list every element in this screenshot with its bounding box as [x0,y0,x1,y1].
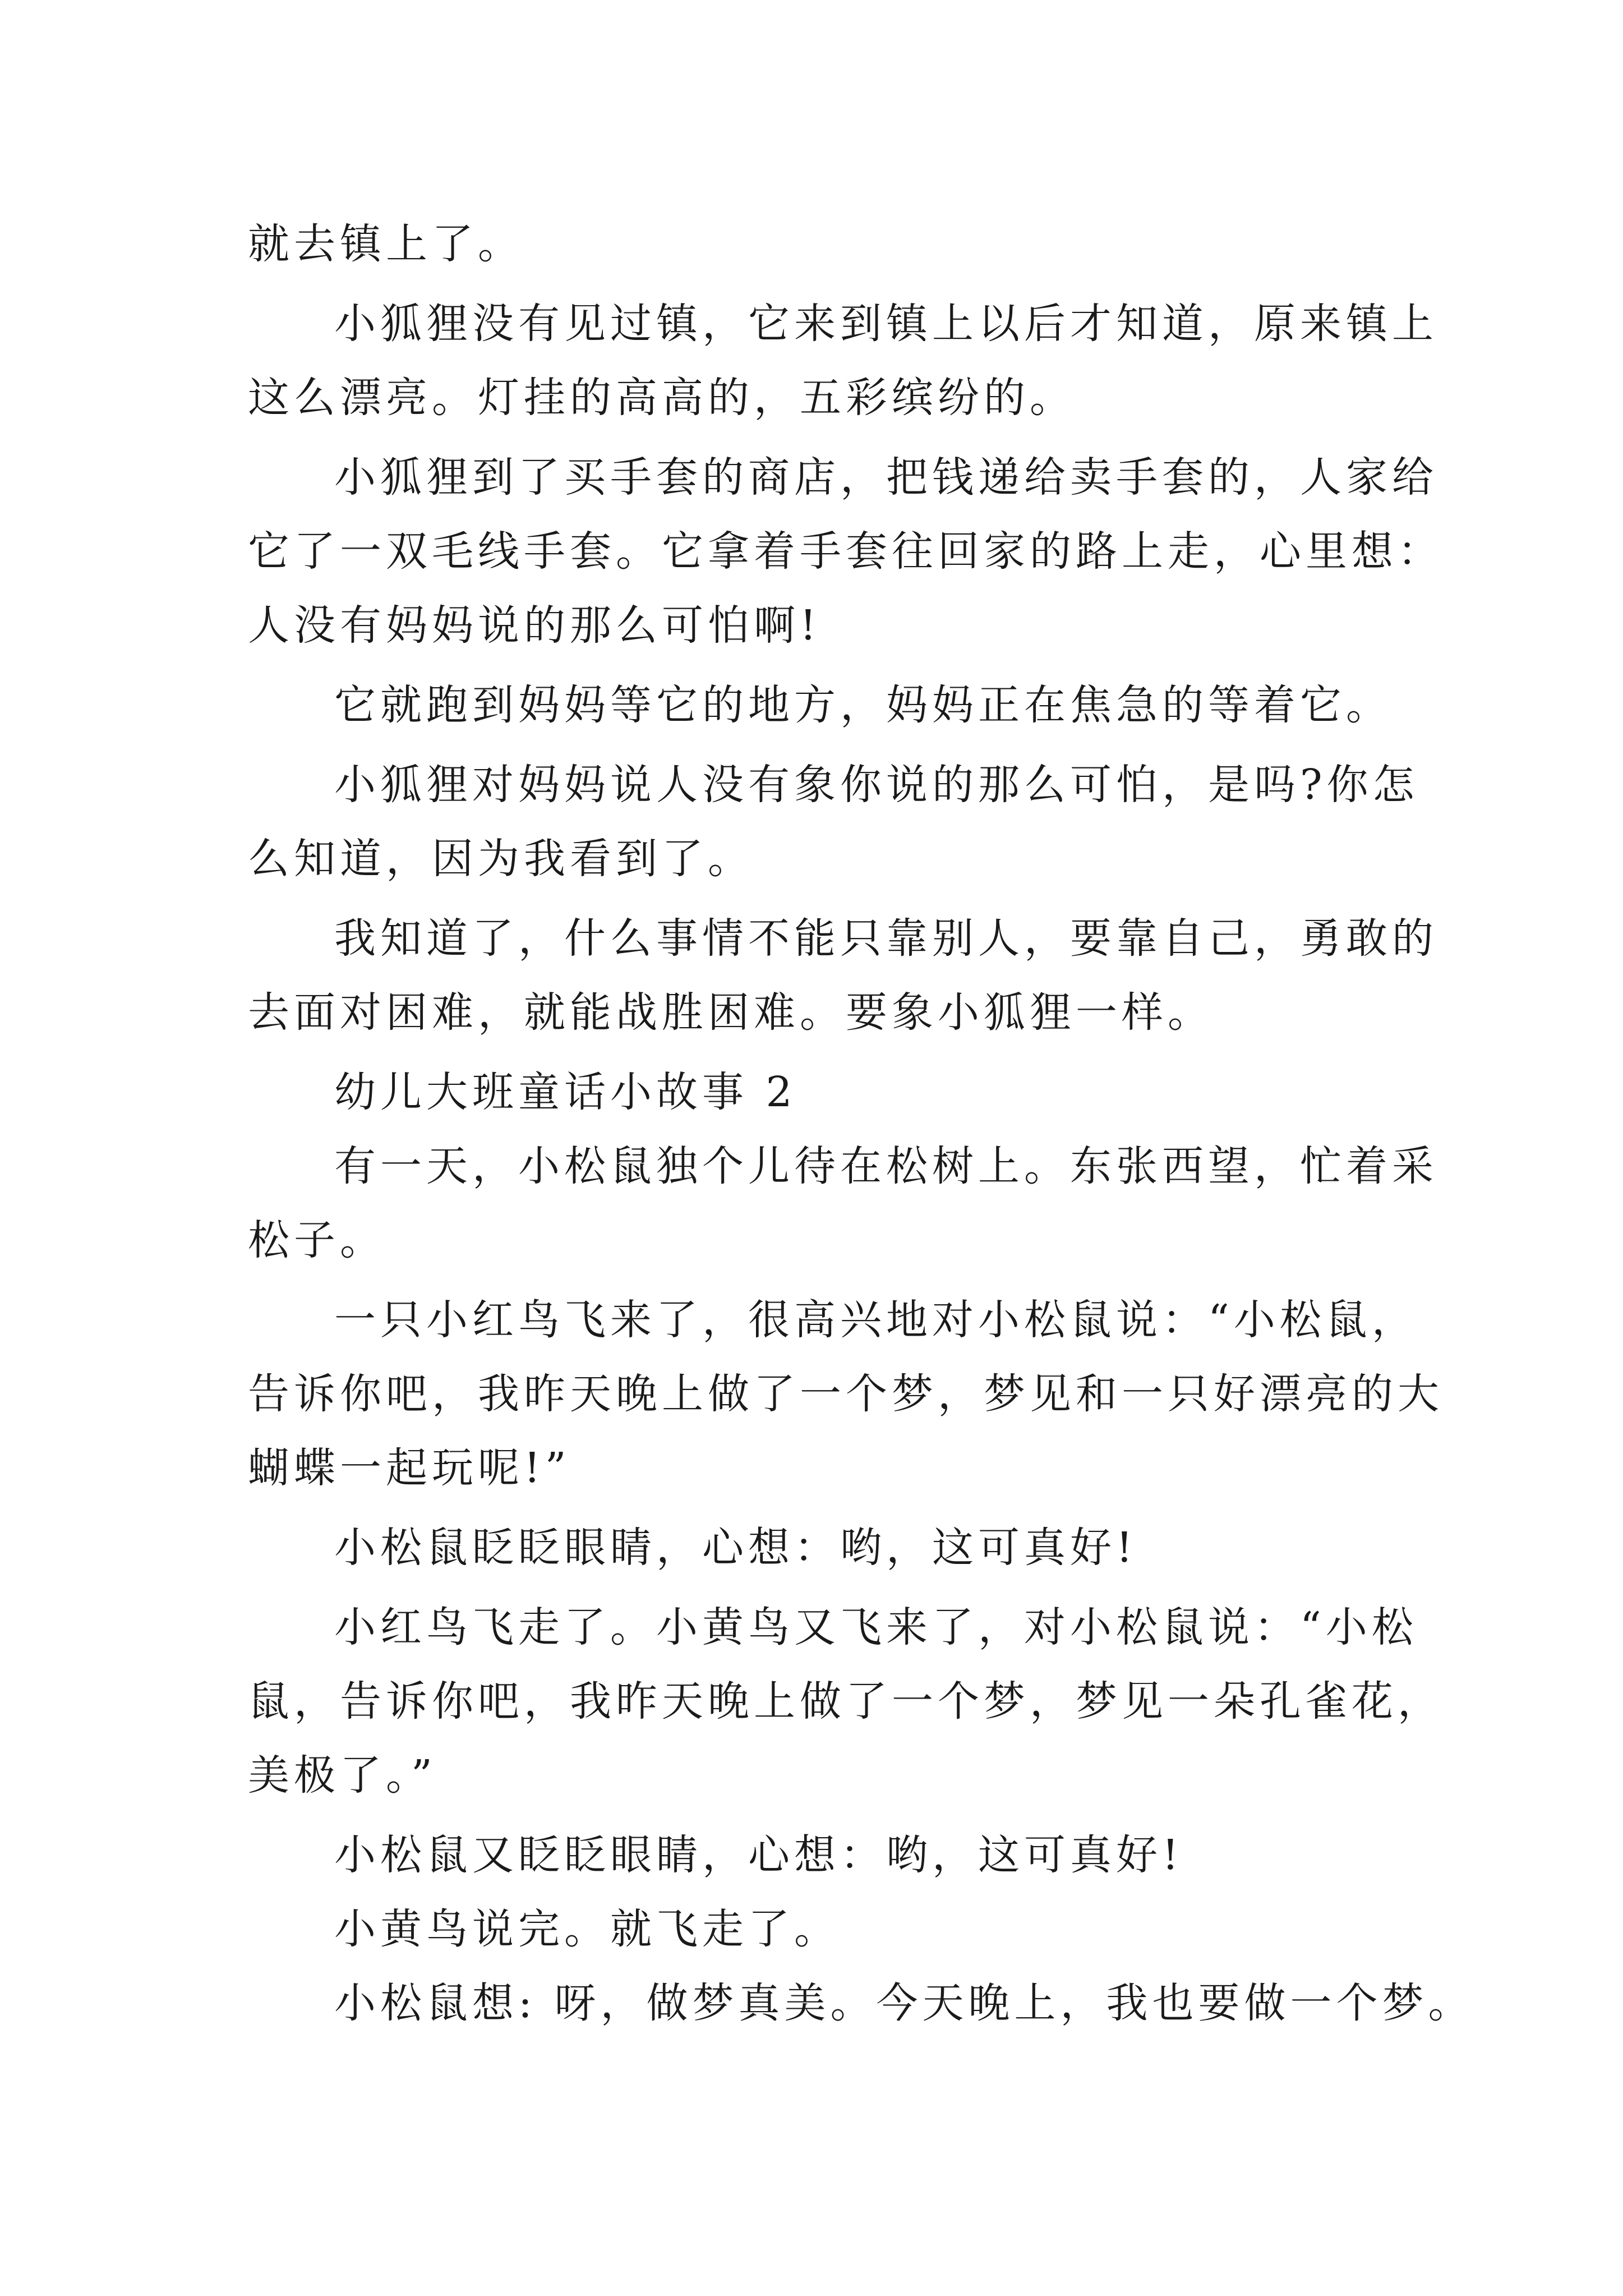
text-line: 这么漂亮。灯挂的高高的，五彩缤纷的。 [248,374,1076,422]
text-line: 美极了。” [248,1751,437,1800]
text-line: 么知道，因为我看到了。 [248,835,754,883]
paragraph-line: 我知道了，什么事情不能只靠别人，要靠自己，勇敢的 [334,914,1438,963]
paragraph-line: 小松鼠又眨眨眼睛，心想：哟，这可真好! [334,1831,1183,1879]
text-line: 松子。 [248,1216,386,1264]
paragraph-line: 小黄鸟说完。就飞走了。 [334,1905,840,1953]
paragraph-line: 小松鼠想: 呀，做梦真美。今天晚上，我也要做一个梦。 [334,1979,1474,2027]
text-line: 去面对困难，就能战胜困难。要象小狐狸一样。 [248,988,1214,1037]
text-line: 人没有妈妈说的那么可怕啊! [248,601,821,650]
paragraph-line: 一只小红鸟飞来了，很高兴地对小松鼠说：“小松鼠， [334,1296,1418,1344]
text-line: 它了一双毛线手套。它拿着手套往回家的路上走，心里想： [248,527,1444,576]
paragraph-line: 小松鼠眨眨眼睛，心想：哟，这可真好! [334,1524,1137,1572]
text-line: 鼠，告诉你吧，我昨天晚上做了一个梦，梦见一朵孔雀花， [248,1677,1444,1726]
paragraph-line: 小红鸟飞走了。小黄鸟又飞来了，对小松鼠说：“小松 [334,1603,1418,1651]
section-heading: 幼儿大班童话小故事 2 [334,1068,797,1116]
text-line: 就去镇上了。 [248,220,524,268]
paragraph-line: 小狐狸对妈妈说人没有象你说的那么可怕，是吗?你怎 [334,761,1419,809]
paragraph-line: 小狐狸到了买手套的商店，把钱递给卖手套的，人家给 [334,453,1438,501]
paragraph-line: 它就跑到妈妈等它的地方，妈妈正在焦急的等着它。 [334,681,1392,729]
text-line: 蝴蝶一起玩呢!” [248,1444,571,1492]
text-line: 告诉你吧，我昨天晚上做了一个梦，梦见和一只好漂亮的大 [248,1370,1444,1418]
paragraph-line: 有一天，小松鼠独个儿待在松树上。东张西望，忙着采 [334,1142,1438,1190]
paragraph-line: 小狐狸没有见过镇，它来到镇上以后才知道，原来镇上 [334,300,1438,348]
